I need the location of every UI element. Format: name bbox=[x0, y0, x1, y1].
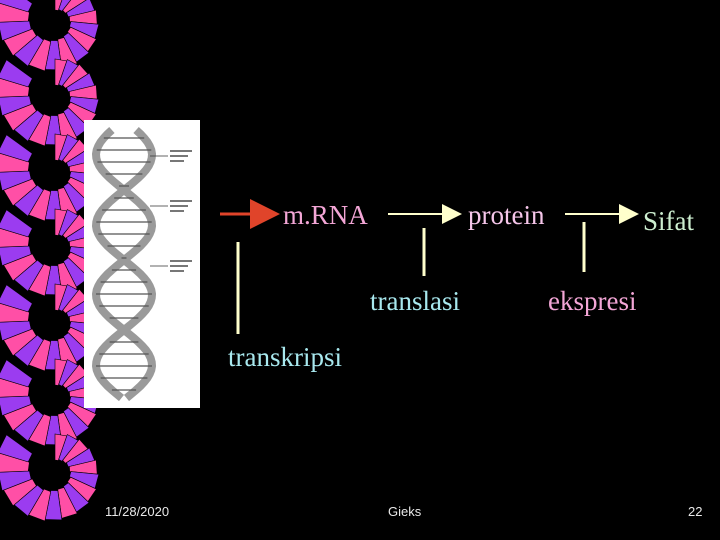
label-transkripsi: transkripsi bbox=[228, 342, 342, 372]
footer-page-number: 22 bbox=[688, 504, 703, 519]
label-ekspresi: ekspresi bbox=[548, 286, 637, 316]
footer-author: Gieks bbox=[388, 504, 422, 519]
label-mrna: m.RNA bbox=[283, 200, 368, 230]
label-translasi: translasi bbox=[370, 286, 460, 316]
footer-date: 11/28/2020 bbox=[105, 504, 170, 519]
label-sifat: Sifat bbox=[643, 206, 694, 236]
label-protein: protein bbox=[468, 200, 545, 230]
